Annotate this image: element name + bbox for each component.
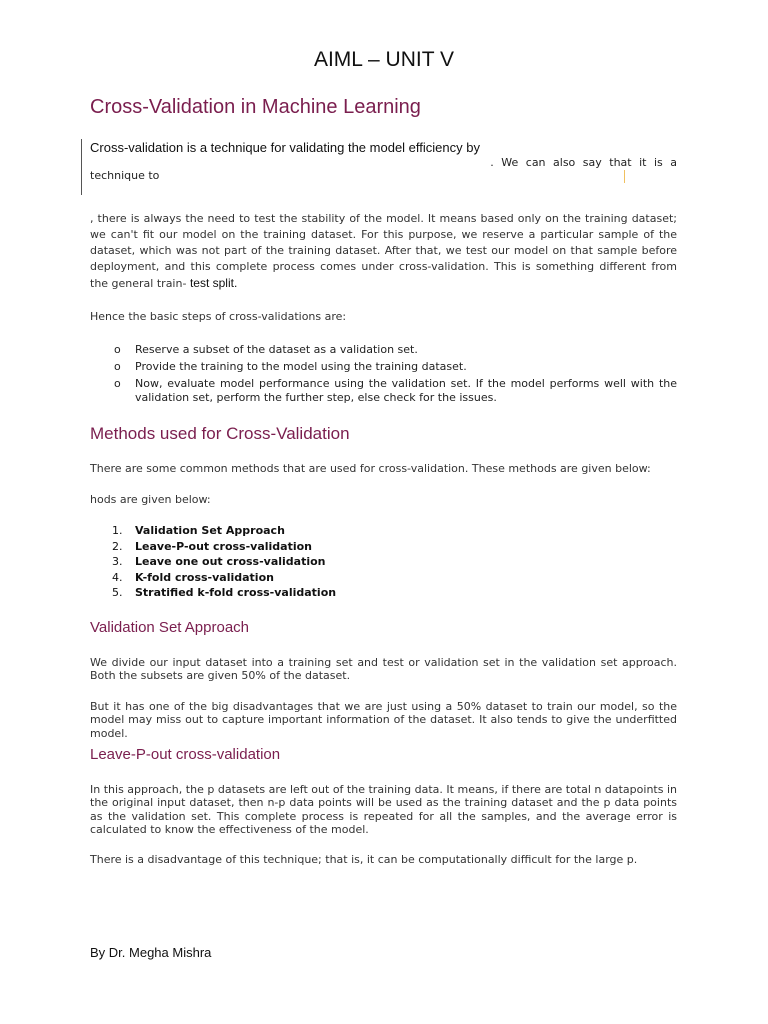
section-heading-methods: Methods used for Cross-Validation (90, 424, 350, 443)
intro-paragraph (90, 211, 677, 292)
leave-p-out-paragraph-1: In this approach, the p datasets are left out of the training data. It means, if there are total n datapoints in the original input dataset, then n-p data points will be used as the training dataset and the p data points as the validation set. This complete process is repeated for all the samples, and the average error is calculated to know the effectiveness of the model. (90, 783, 677, 837)
list-item: 3. Leave one out cross-validation (112, 555, 326, 568)
methods-list (112, 523, 336, 601)
intro-line-3: technique to (90, 169, 160, 182)
section-heading-cross-validation: Cross-Validation in Machine Learning (90, 96, 421, 118)
page-title: AIML – UNIT V (313, 48, 455, 71)
list-item: 2. Leave-P-out cross-validation (112, 539, 313, 553)
list-item: 5. Stratified k-fold cross-validation (112, 586, 337, 599)
intro-paragraph-text: , there is always the need to test the stability of the model. It means based only on the training dataset; we can't fit our model on the training dataset. For this purpose, we reserve a particular sample of the dataset, which was not part of the training dataset. After that, we test our model on that sample before deployment, and this complete process comes under cross-validation. This is something different from the general train- (90, 212, 677, 290)
intro-paragraph-tail: test split. (189, 276, 238, 290)
list-item: o Reserve a subset of the dataset as a validation set. (114, 343, 418, 356)
margin-change-bar (81, 139, 82, 195)
list-item: o Provide the training to the model using the training dataset. (114, 360, 467, 373)
steps-list (114, 343, 677, 408)
section-heading-leave-p-out: Leave-P-out cross-validation (90, 746, 281, 763)
bullet-mark: o (114, 377, 121, 390)
text-cursor (624, 170, 625, 183)
leave-p-out-paragraph-2: There is a disadvantage of this technique; that is, it can be computationally difficult for the large p. (90, 853, 638, 866)
section-heading-validation-set: Validation Set Approach (90, 619, 250, 636)
intro-line-2: . We can also say that it is a (490, 156, 677, 169)
methods-intro: There are some common methods that are used for cross-validation. These methods are given below: (90, 462, 651, 475)
bullet-mark: o (114, 360, 121, 373)
intro-line-1: Cross-validation is a technique for validating the model efficiency by (90, 140, 480, 155)
list-item: 4. K-fold cross-validation (112, 570, 274, 584)
footer-author: By Dr. Megha Mishra (90, 945, 212, 960)
list-item: o Now, evaluate model performance using the validation set. If the model performs well with the validation set, perform the further step, else check for the issues. (114, 377, 677, 404)
bullet-mark: o (114, 343, 121, 356)
validation-set-paragraph-2: But it has one of the big disadvantages that we are just using a 50% dataset to train our model, so the model may miss out to capture important information of the dataset. It also tends to give the underfitted model. (90, 700, 677, 740)
steps-intro: Hence the basic steps of cross-validations are: (90, 310, 347, 323)
list-item: 1. Validation Set Approach (112, 524, 285, 537)
validation-set-paragraph-1: We divide our input dataset into a training set and test or validation set in the validation set approach. Both the subsets are given 50% of the dataset. (90, 656, 677, 683)
methods-fragment: hods are given below: (90, 493, 211, 506)
